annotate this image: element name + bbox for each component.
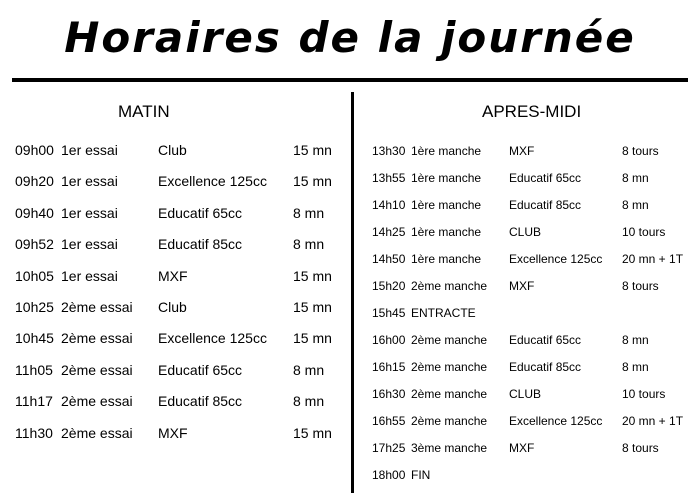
- schedule-duration: 10 tours: [622, 225, 666, 239]
- schedule-category: Educatif 85cc: [158, 236, 243, 253]
- schedule-time: 13h55: [372, 171, 406, 185]
- schedule-event: 1ère manche: [411, 252, 482, 266]
- schedule-duration: 8 mn: [293, 204, 325, 221]
- title-divider: [12, 78, 688, 82]
- schedule-event: 2ème essai: [61, 393, 133, 410]
- schedule-event: 1er essai: [61, 204, 118, 221]
- schedule-event: 1er essai: [61, 267, 118, 284]
- schedule-duration: 8 tours: [622, 279, 659, 293]
- morning-heading: MATIN: [118, 102, 170, 121]
- schedule-event: 1er essai: [61, 142, 118, 158]
- schedule-event: 1er essai: [61, 236, 118, 253]
- schedule-time: 09h00: [15, 142, 54, 158]
- schedule-time: 11h05: [15, 361, 53, 378]
- schedule-event: 2ème essai: [61, 424, 133, 441]
- schedule-time: 14h50: [372, 252, 406, 266]
- schedule-category: CLUB: [509, 225, 542, 239]
- schedule-duration: 15 mn: [293, 424, 332, 441]
- afternoon-heading: APRES-MIDI: [482, 102, 582, 121]
- schedule-time: 16h00: [372, 333, 406, 347]
- schedule-time: 11h17: [15, 393, 53, 410]
- schedule-category: MXF: [509, 441, 535, 455]
- schedule-time: 14h10: [372, 198, 406, 212]
- schedule-duration: 15 mn: [293, 267, 332, 284]
- schedule-event: 1er essai: [61, 173, 118, 190]
- schedule-event: 2ème manche: [411, 279, 488, 293]
- schedule-duration: 10 tours: [622, 387, 666, 401]
- schedule-duration: 15 mn: [293, 173, 332, 190]
- schedule-category: Educatif 85cc: [509, 360, 582, 374]
- schedule-event: 2ème essai: [61, 361, 133, 378]
- schedule-duration: 8 mn: [293, 393, 325, 410]
- schedule-duration: 20 mn + 1T: [622, 414, 684, 428]
- schedule-category: Club: [158, 142, 187, 158]
- schedule-time: 09h52: [15, 236, 54, 253]
- schedule-time: 11h30: [15, 424, 53, 441]
- schedule-event: 2ème manche: [411, 414, 488, 428]
- schedule-category: Club: [158, 298, 187, 315]
- schedule-time: 10h25: [15, 298, 54, 315]
- schedule-event: 2ème manche: [411, 387, 488, 401]
- schedule-duration: 8 mn: [293, 236, 325, 253]
- schedule-category: Educatif 65cc: [158, 361, 243, 378]
- schedule-duration: 8 mn: [293, 361, 325, 378]
- schedule-time: 09h40: [15, 204, 54, 221]
- schedule-event: 1ère manche: [411, 225, 482, 239]
- schedule-duration: 8 mn: [622, 171, 649, 185]
- schedule-event: 1ère manche: [411, 198, 482, 212]
- schedule-time: 10h45: [15, 330, 54, 347]
- schedule-time: 15h45: [372, 306, 406, 320]
- schedule-category: Educatif 65cc: [509, 333, 582, 347]
- schedule-category: Educatif 65cc: [158, 204, 243, 221]
- schedule-duration: 8 tours: [622, 144, 659, 158]
- schedule-category: Educatif 65cc: [509, 171, 582, 185]
- schedule-event: 2ème essai: [61, 330, 133, 347]
- schedule-category: Excellence 125cc: [509, 414, 603, 428]
- schedule-category: Excellence 125cc: [158, 330, 267, 347]
- schedule-duration: 8 mn: [622, 333, 649, 347]
- schedule-time: 18h00: [372, 468, 406, 482]
- schedule-category: CLUB: [509, 387, 542, 401]
- schedule-category: Educatif 85cc: [509, 198, 582, 212]
- schedule-category: Educatif 85cc: [158, 393, 243, 410]
- schedule-time: 14h25: [372, 225, 406, 239]
- schedule-category: MXF: [509, 144, 535, 158]
- schedule-category: Excellence 125cc: [509, 252, 603, 266]
- schedule-category: MXF: [158, 424, 188, 441]
- schedule-time: 17h25: [372, 441, 406, 455]
- schedule-event: FIN: [411, 468, 431, 482]
- schedule-event: 2ème manche: [411, 360, 488, 374]
- schedule-duration: 8 tours: [622, 441, 659, 455]
- schedule-duration: 20 mn + 1T: [622, 252, 684, 266]
- schedule-time: 16h15: [372, 360, 406, 374]
- schedule-category: MXF: [158, 267, 188, 284]
- schedule-time: 16h55: [372, 414, 406, 428]
- schedule-duration: 8 mn: [622, 198, 649, 212]
- schedule-event: 1ère manche: [411, 144, 482, 158]
- schedule-time: 10h05: [15, 267, 54, 284]
- column-divider: [351, 92, 354, 493]
- schedule-duration: 15 mn: [293, 298, 332, 315]
- schedule-duration: 15 mn: [293, 142, 332, 158]
- schedule-duration: 8 mn: [622, 360, 649, 374]
- schedule-time: 15h20: [372, 279, 406, 293]
- schedule-event: 2ème manche: [411, 333, 488, 347]
- schedule-category: Excellence 125cc: [158, 173, 267, 190]
- schedule-category: MXF: [509, 279, 535, 293]
- schedule-event: 2ème essai: [61, 298, 133, 315]
- page-title: Horaires de la journée: [64, 13, 636, 62]
- schedule-time: 13h30: [372, 144, 406, 158]
- schedule-event: 3ème manche: [411, 441, 488, 455]
- schedule-duration: 15 mn: [293, 330, 332, 347]
- schedule-event: 1ère manche: [411, 171, 482, 185]
- schedule-time: 09h20: [15, 173, 54, 190]
- schedule-time: 16h30: [372, 387, 406, 401]
- schedule-event: ENTRACTE: [411, 306, 476, 320]
